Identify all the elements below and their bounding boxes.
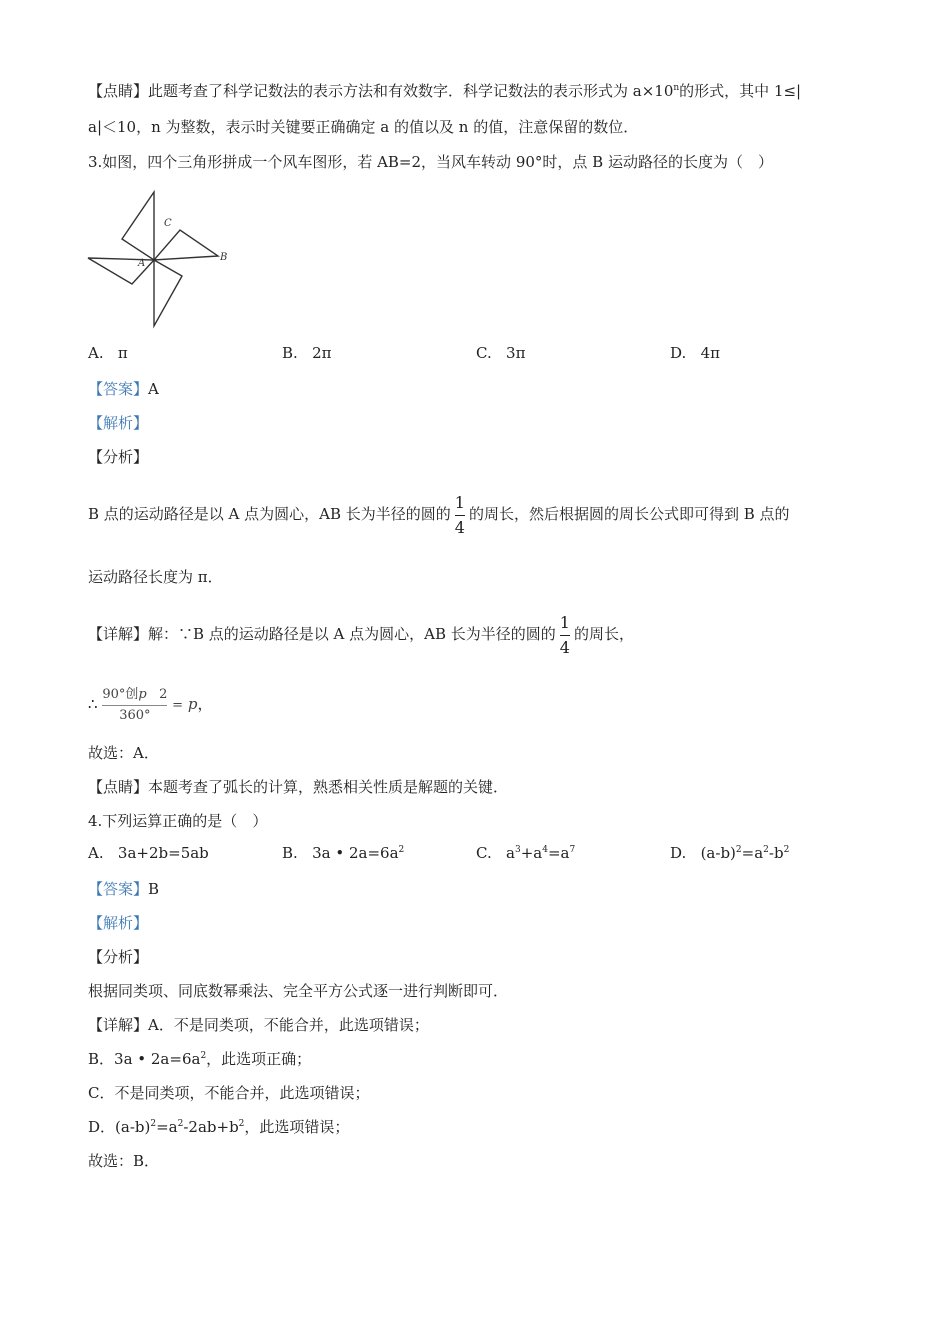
q3-fenxi-line: B 点的运动路径是以 A 点为圆心，AB 长为半径的圆的 $\frac{1}{4}$ 的周长，然后根据圆的周长公式即可得到 B 点的 [88, 492, 790, 537]
q4-fenxi: 根据同类项、同底数幂乘法、完全平方公式逐一进行判断即可． [88, 982, 509, 1000]
windmill-figure [84, 186, 234, 332]
q3-stem: 3.如图，四个三角形拼成一个风车图形，若 AB=2，当风车转动 90°时，点 B 运动路径的长度为（ ） [88, 153, 773, 171]
q4-detail-b: B．3a • $2a=6a^2$，此选项正确； [88, 1050, 312, 1068]
q3-option-a: A. π [88, 344, 128, 362]
q4-fenxi-tag: 【分析】 [88, 948, 149, 966]
q4-detail-c: C．不是同类项，不能合并，此选项错误； [88, 1084, 370, 1102]
q3-fenxi-tag: 【分析】 [88, 448, 149, 466]
q4-detail-a: 【详解】A．不是同类项，不能合并，此选项错误； [88, 1016, 429, 1034]
q3-dianjing: 【点睛】本题考查了弧长的计算，熟悉相关性质是解题的关键． [88, 778, 509, 796]
intro-line-2: a|＜10，n 为整数，表示时关键要正确确定 a 的值以及 n 的值，注意保留的数位． [88, 118, 639, 136]
label-c: C [164, 218, 172, 229]
fraction-quarter: $\frac{1}{4}$ [454, 492, 465, 537]
q3-answer: 【答案】A [88, 380, 159, 398]
q4-option-b: B. 3a • $2a=6a^2$ [282, 844, 405, 862]
q4-option-a: A. 3a+2b=5ab [88, 844, 209, 862]
q3-analysis-tag: 【解析】 [88, 414, 149, 432]
q3-formula: ∴ $\frac{\text{90°创p 2}}{360^\circ}$ = p， [88, 686, 213, 723]
label-b: B [220, 252, 228, 263]
q3-fenxi-line-2: 运动路径长度为 π． [88, 568, 223, 586]
q4-option-d: D. $(a-b)^2=a^2-b^2$ [670, 844, 790, 862]
formula-fraction: $\frac{\text{90°创p 2}}{360^\circ}$ [102, 686, 168, 723]
q4-choose: 故选：B． [88, 1152, 160, 1170]
label-a: A [138, 258, 146, 269]
intro-line-1: 【点睛】此题考查了科学记数法的表示方法和有效数字．科学记数法的表示形式为 $a\times 10^n$的形式，其中 1≤| [88, 82, 802, 100]
q3-option-b: B. 2π [282, 344, 332, 362]
fraction-quarter-2: $\frac{1}{4}$ [559, 612, 570, 657]
q4-option-c: C. $a^3+a^4=a^7$ [476, 844, 576, 862]
q3-detail-line: 【详解】解：∵B 点的运动路径是以 A 点为圆心，AB 长为半径的圆的 $\frac{1}{4}$ 的周长， [88, 612, 634, 657]
q4-answer: 【答案】B [88, 880, 160, 898]
q4-detail-d: D．$(a-b)^2=a^2-2ab+b^2$，此选项错误； [88, 1118, 350, 1136]
q3-option-c: C. 3π [476, 344, 526, 362]
q4-stem: 4.下列运算正确的是（ ） [88, 812, 268, 830]
q3-option-d: D. 4π [670, 344, 720, 362]
q4-analysis-tag: 【解析】 [88, 914, 149, 932]
q3-choose: 故选：A． [88, 744, 159, 762]
